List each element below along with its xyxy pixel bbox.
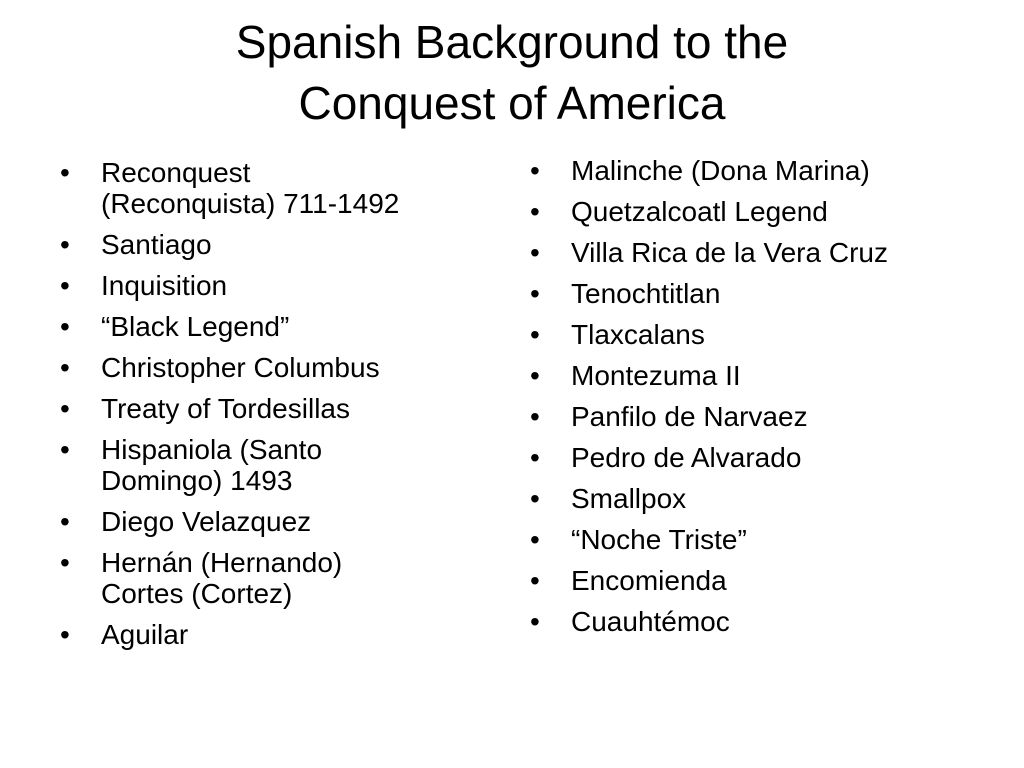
bullet-icon: • — [530, 401, 540, 432]
list-item-text: Pedro de Alvarado — [571, 442, 802, 473]
list-item — [528, 483, 998, 514]
bullet-icon: • — [530, 319, 540, 350]
bullet-icon: • — [530, 278, 540, 309]
list-item-text: Quetzalcoatl Legend — [571, 196, 828, 227]
list-item-text: Treaty of Tordesillas — [101, 393, 350, 424]
list-item-text-continued: Domingo) 1493 — [101, 465, 293, 496]
bullet-icon: • — [60, 619, 70, 650]
bullet-icon: • — [60, 229, 70, 260]
list-item — [528, 319, 998, 350]
bullet-icon: • — [530, 606, 540, 637]
list-item — [58, 506, 478, 537]
bullet-icon: • — [530, 155, 540, 186]
bullet-icon: • — [60, 393, 70, 424]
slide-title-line-2: Conquest of America — [298, 77, 726, 129]
list-item-text: Hernán (Hernando) — [101, 547, 343, 578]
list-item — [58, 547, 478, 609]
list-item-text-continued: Cortes (Cortez) — [101, 578, 293, 609]
list-item-text: “Noche Triste” — [571, 524, 747, 555]
list-item-text: Aguilar — [101, 619, 189, 650]
list-item-text: Malinche (Dona Marina) — [571, 155, 870, 186]
list-item-text: Encomienda — [571, 565, 727, 596]
bullet-icon: • — [60, 434, 70, 465]
list-item — [528, 237, 998, 268]
list-item — [528, 442, 998, 473]
right-bullet-list — [528, 155, 998, 647]
list-item — [528, 606, 998, 637]
list-item — [58, 311, 478, 342]
bullet-icon: • — [60, 270, 70, 301]
slide-title — [0, 12, 1024, 134]
bullet-icon: • — [530, 237, 540, 268]
list-item — [58, 157, 478, 219]
list-item-text: Montezuma II — [571, 360, 741, 391]
list-item-text: Tenochtitlan — [571, 278, 721, 309]
list-item-text: Inquisition — [101, 270, 228, 301]
list-item-text: Reconquest — [101, 157, 251, 188]
list-item-text: Panfilo de Narvaez — [571, 401, 808, 432]
list-item — [528, 565, 998, 596]
list-item-text: Diego Velazquez — [101, 506, 312, 537]
list-item — [58, 434, 478, 496]
bullet-icon: • — [530, 524, 540, 555]
list-item — [58, 270, 478, 301]
list-item-text: Cuauhtémoc — [571, 606, 730, 637]
bullet-icon: • — [530, 483, 540, 514]
bullet-icon: • — [530, 442, 540, 473]
bullet-icon: • — [530, 565, 540, 596]
bullet-icon: • — [530, 196, 540, 227]
list-item — [528, 401, 998, 432]
list-item — [528, 360, 998, 391]
bullet-icon: • — [60, 157, 70, 188]
list-item — [528, 155, 998, 186]
list-item — [528, 196, 998, 227]
slide-title-line-1: Spanish Background to the — [235, 16, 789, 68]
list-item-text: Tlaxcalans — [571, 319, 705, 350]
left-bullet-list — [58, 157, 478, 660]
list-item-text-continued: (Reconquista) 711-1492 — [101, 188, 400, 219]
list-item — [58, 229, 478, 260]
list-item-text: Christopher Columbus — [101, 352, 380, 383]
list-item — [58, 352, 478, 383]
list-item — [58, 393, 478, 424]
list-item-text: Smallpox — [571, 483, 687, 514]
bullet-icon: • — [60, 352, 70, 383]
bullet-icon: • — [60, 311, 70, 342]
list-item-text: Hispaniola (Santo — [101, 434, 323, 465]
list-item — [528, 278, 998, 309]
bullet-icon: • — [60, 547, 70, 578]
list-item-text: Villa Rica de la Vera Cruz — [571, 237, 888, 268]
list-item — [528, 524, 998, 555]
list-item-text: Santiago — [101, 229, 212, 260]
list-item-text: “Black Legend” — [101, 311, 290, 342]
list-item — [58, 619, 478, 650]
bullet-icon: • — [530, 360, 540, 391]
bullet-icon: • — [60, 506, 70, 537]
